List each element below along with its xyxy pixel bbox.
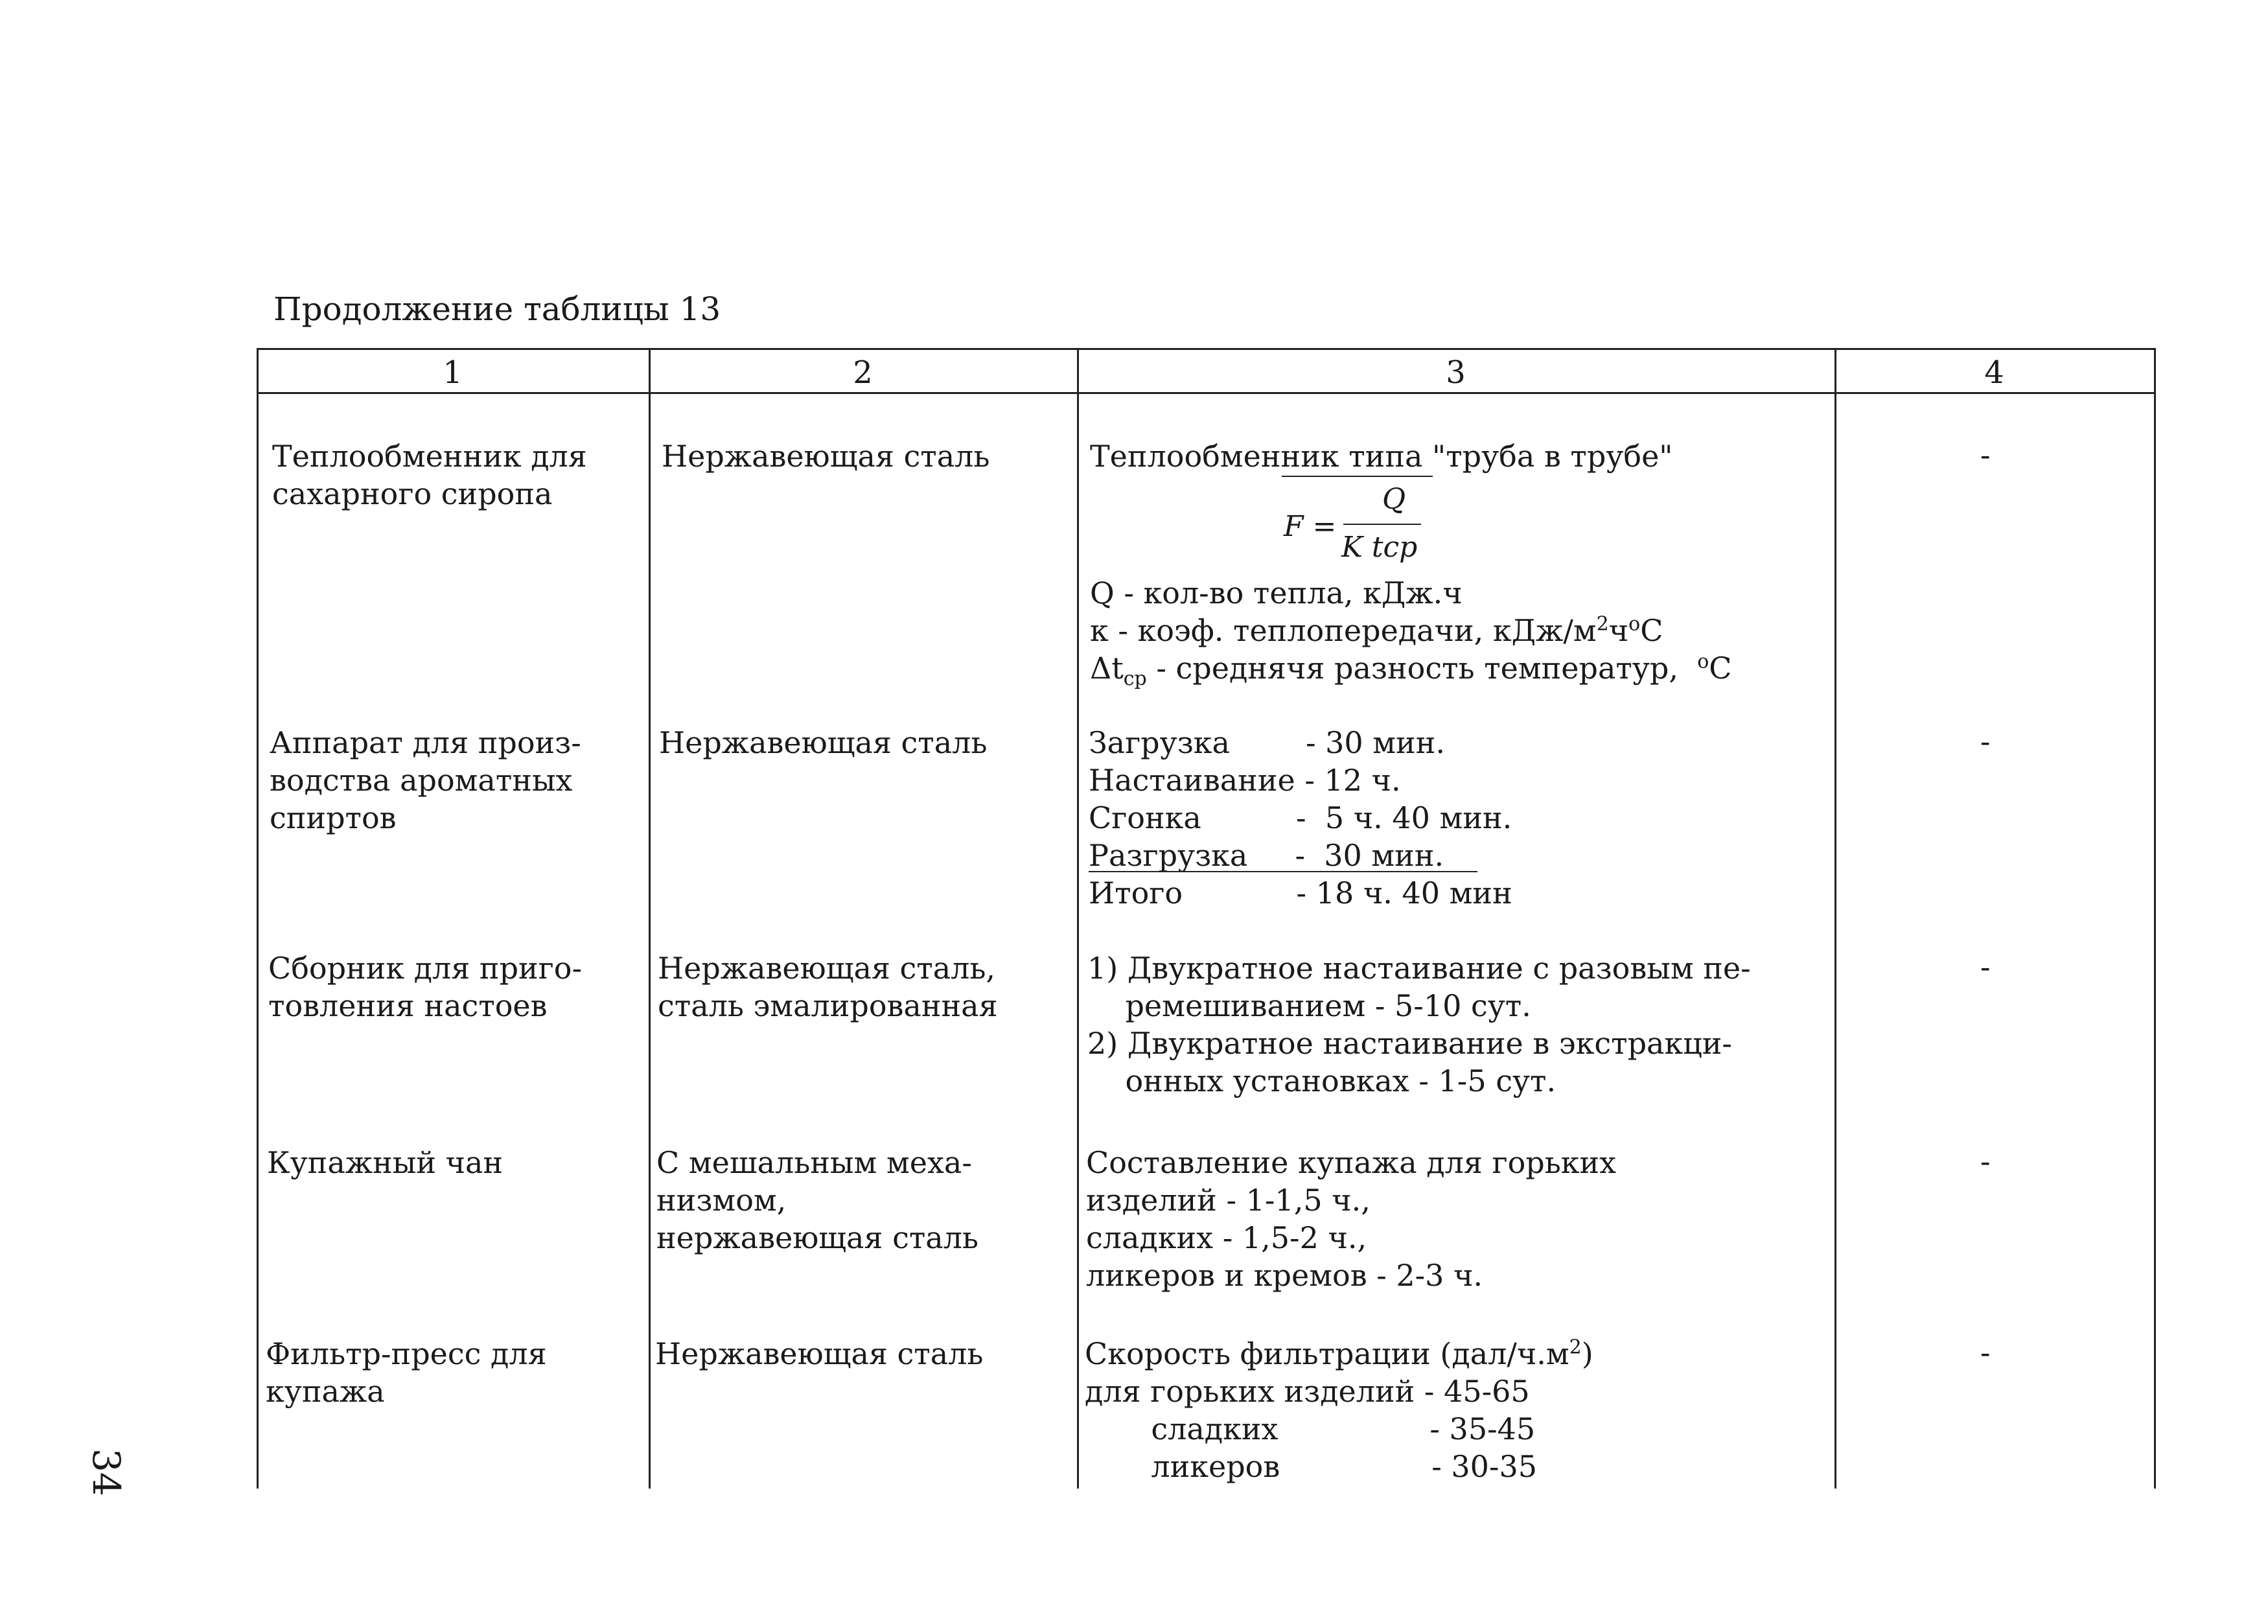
row-4-col4: - xyxy=(1980,1144,1991,1179)
table-border-top xyxy=(257,348,2156,350)
row-4-name: Купажный чан xyxy=(267,1145,503,1180)
row-3-material: Нержавеющая сталь, сталь эмалированная xyxy=(658,951,998,1023)
row-3-spec: 1) Двукратное настаивание с разовым пе- ремешиванием - 5-10 сут. 2) Двукратное настаивание в экстракци- онных установках - 1-5 сут. xyxy=(1087,951,1751,1098)
row-1-col4: - xyxy=(1980,437,1991,472)
row-2-col4: - xyxy=(1980,724,1991,759)
row-2-material: Нержавеющая сталь xyxy=(659,725,988,760)
row-5-spec: для горьких изделий - 45-65 сладких - 35-45 ликеров - 30-35 xyxy=(1085,1374,1537,1484)
row-1-spec-line-2: к - коэф. теплопередачи, кДж/$м^2ч^оС$ xyxy=(1090,612,1663,648)
formula-fraction-bar xyxy=(1343,524,1421,525)
row-2-sum-underline xyxy=(1089,871,1477,872)
row-4-spec: Составление купажа для горьких изделий - 1-1,5 ч., сладких - 1,5-2 ч., ликеров и кремов - 2-3 ч. xyxy=(1086,1145,1617,1293)
header-col-2: 2 xyxy=(853,354,873,391)
row-2-name: Аппарат для произ- водства ароматных спиртов xyxy=(270,725,581,835)
row-5-col4: - xyxy=(1980,1335,1991,1370)
table-border-right xyxy=(2154,348,2156,1489)
column-divider-3 xyxy=(1834,348,1836,1489)
row-1-name: Теплообменник для сахарного сиропа xyxy=(272,439,587,511)
row-3-col4: - xyxy=(1980,949,1991,984)
row-2-spec: Загрузка - 30 мин. Настаивание - 12 ч. Сгонка - 5 ч. 40 мин. Разгрузка - 30 мин. Итого - 18 ч. 40 мин xyxy=(1089,725,1512,911)
header-divider xyxy=(257,392,2156,394)
formula-lhs: F = xyxy=(1284,510,1337,543)
table-border-left xyxy=(257,348,259,1489)
row-5-name: Фильтр-пресс для купажа xyxy=(266,1336,547,1409)
row-1-spec-title: Теплообменник типа "труба в трубе" xyxy=(1090,439,1673,474)
formula-numerator: Q xyxy=(1382,483,1406,516)
row-1-material: Нержавеющая сталь xyxy=(662,439,990,474)
row-1-underline xyxy=(1282,476,1433,477)
column-divider-1 xyxy=(649,348,651,1489)
row-1-spec-line-1: Q - кол-во тепла, кДж.ч xyxy=(1090,575,1463,610)
row-3-name: Сборник для приго- товления настоев xyxy=(268,951,583,1023)
table-caption: Продолжение таблицы 13 xyxy=(273,290,721,328)
equipment-table xyxy=(257,348,2156,1489)
page-number: 34 xyxy=(84,1448,128,1496)
formula-denominator: K tcp xyxy=(1341,531,1418,564)
header-col-4: 4 xyxy=(1984,354,2004,391)
header-col-3: 3 xyxy=(1446,354,1466,391)
row-5-material: Нержавеющая сталь xyxy=(655,1336,984,1371)
header-col-1: 1 xyxy=(443,354,463,391)
row-1-spec-line-3: $\Delta t_{ср}$ - среднячя разность температур, $^о$С xyxy=(1090,650,1732,691)
column-divider-2 xyxy=(1077,348,1079,1489)
row-5-spec-head: Скорость фильтрации $(дал/ч.м^2)$ xyxy=(1085,1336,1593,1371)
row-4-material: С мешальным меха- низмом, нержавеющая сталь xyxy=(656,1145,978,1255)
